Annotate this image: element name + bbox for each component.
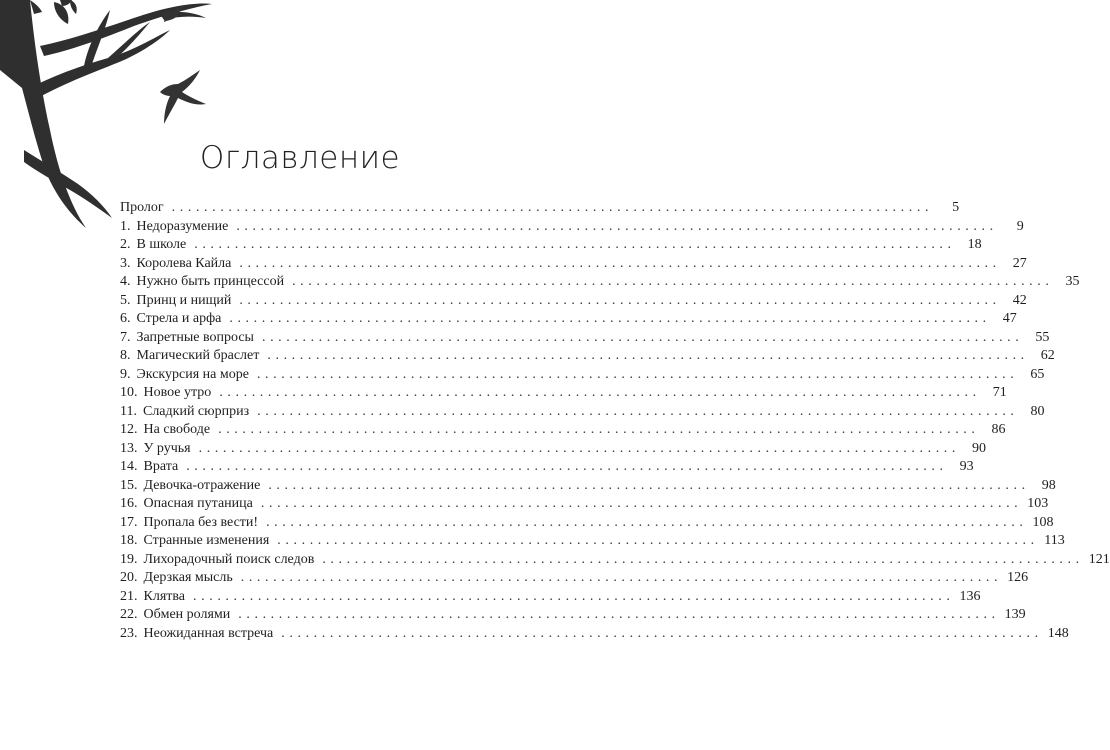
toc-dot-leader: ..............................................................................................: [238, 607, 1000, 622]
toc-entry-page: 62: [1040, 348, 1055, 363]
toc-entry-title: Нужно быть принцессой: [136, 274, 285, 289]
toc-entry-number: 11.: [120, 403, 137, 419]
swallow-bird-icon: [160, 70, 206, 124]
toc-dot-leader: ..............................................................................................: [266, 514, 1028, 530]
toc-entry-title: Клятва: [143, 588, 186, 604]
toc-dot-leader: ..............................................................................................: [219, 385, 981, 400]
toc-entry-page: 55: [1035, 329, 1050, 345]
toc-entry-page: 65: [1030, 366, 1045, 382]
toc-entry[interactable]: [120, 551, 1110, 570]
toc-dot-leader: ..............................................................................................: [240, 570, 1003, 585]
toc-dot-leader: ..............................................................................................: [186, 459, 948, 474]
toc-entry-page: 71: [992, 385, 1007, 400]
toc-entry-number: 7.: [120, 329, 131, 345]
toc-entry-number: 18.: [120, 533, 138, 548]
toc-entry-number: 10.: [120, 385, 138, 400]
toc-dot-leader: ..............................................................................................: [193, 588, 955, 604]
toc-entry-number: 4.: [120, 274, 131, 289]
toc-entry[interactable]: [120, 255, 1027, 274]
toc-entry-title: Девочка-отражение: [143, 477, 261, 493]
toc-dot-leader: ..............................................................................................: [194, 237, 956, 252]
toc-entry-title: Принц и нищий: [136, 292, 232, 308]
toc-dot-leader: ..............................................................................................: [322, 551, 1084, 567]
toc-entry-page: 86: [991, 422, 1006, 437]
toc-entry-page: 42: [1012, 292, 1027, 308]
toc-dot-leader: ..............................................................................................: [229, 311, 991, 326]
toc-entry-number: 8.: [120, 348, 131, 363]
toc-dot-leader: ..............................................................................................: [277, 533, 1039, 548]
toc-entry-title: Новое утро: [143, 385, 212, 400]
toc-entry-number: 20.: [120, 570, 138, 585]
toc-entry[interactable]: [120, 532, 1065, 551]
toc-entry-page: 47: [1002, 311, 1017, 326]
toc-dot-leader: ..............................................................................................: [257, 403, 1019, 419]
toc-entry[interactable]: [120, 495, 1049, 514]
toc-entry[interactable]: [120, 421, 1006, 440]
page-title: Оглавление: [199, 140, 401, 176]
table-of-contents: [120, 199, 1110, 643]
toc-entry-page: 113: [1044, 533, 1065, 548]
toc-entry[interactable]: [120, 606, 1026, 625]
toc-dot-leader: ..............................................................................................: [256, 366, 1019, 382]
toc-dot-leader: ..............................................................................................: [239, 255, 1001, 271]
tree-trunk: [0, 0, 86, 228]
toc-entry-number: 15.: [120, 477, 138, 493]
toc-entry-page: 35: [1065, 274, 1080, 289]
toc-entry-title: Опасная путаница: [143, 496, 253, 511]
toc-entry[interactable]: [120, 625, 1069, 644]
toc-entry[interactable]: [120, 199, 960, 218]
toc-entry-title: Пропала без вести!: [143, 514, 259, 530]
toc-entry[interactable]: [120, 366, 1045, 385]
toc-entry-title: Запретные вопросы: [136, 329, 254, 345]
toc-entry-title: Странные изменения: [143, 533, 270, 548]
toc-entry-title: Экскурсия на море: [136, 366, 249, 382]
toc-entry-title: Лихорадочный поиск следов: [143, 551, 315, 567]
toc-entry[interactable]: [120, 588, 981, 607]
toc-entry-title: Недоразумение: [136, 218, 229, 234]
toc-entry[interactable]: [120, 273, 1080, 292]
toc-entry-title: В школе: [136, 237, 187, 252]
toc-entry-title: Королева Кайла: [136, 255, 232, 271]
toc-entry-title: На свободе: [143, 422, 211, 437]
toc-entry-page: 121: [1088, 551, 1110, 567]
toc-entry-title: Сладкий сюрприз: [142, 403, 250, 419]
toc-entry-page: 139: [1004, 607, 1026, 622]
toc-entry[interactable]: [120, 384, 1007, 403]
toc-entry-number: 12.: [120, 422, 138, 437]
toc-dot-leader: ..............................................................................................: [267, 348, 1029, 363]
toc-dot-leader: ..............................................................................................: [236, 218, 998, 234]
toc-dot-leader: ..............................................................................................: [218, 422, 980, 437]
toc-dot-leader: ..............................................................................................: [260, 496, 1023, 511]
toc-entry-number: 13.: [120, 440, 138, 456]
leaf-icon: [54, 2, 68, 24]
toc-entry-title: Дерзкая мысль: [143, 570, 233, 585]
toc-entry[interactable]: [120, 292, 1027, 311]
toc-entry-title: Врата: [143, 459, 179, 474]
toc-entry-title: Неожиданная встреча: [143, 625, 274, 641]
toc-entry-page: 18: [967, 237, 982, 252]
toc-entry-number: 22.: [120, 607, 138, 622]
toc-entry-title: Стрела и арфа: [136, 311, 222, 326]
toc-entry-title: Магический браслет: [136, 348, 260, 363]
toc-entry[interactable]: [120, 329, 1050, 348]
toc-dot-leader: ..............................................................................................: [281, 625, 1043, 641]
toc-entry-number: 16.: [120, 496, 138, 511]
toc-entry[interactable]: [120, 477, 1056, 496]
toc-entry-page: 103: [1027, 496, 1049, 511]
toc-dot-leader: ..............................................................................................: [261, 329, 1024, 345]
toc-entry-number: 17.: [120, 514, 138, 530]
toc-entry-number: 5.: [120, 292, 131, 308]
toc-entry[interactable]: [120, 310, 1017, 329]
toc-entry[interactable]: [120, 218, 1024, 237]
toc-entry-number: 6.: [120, 311, 131, 326]
toc-entry-number: 21.: [120, 588, 138, 604]
toc-dot-leader: ..............................................................................................: [239, 292, 1001, 308]
toc-entry-number: 2.: [120, 237, 131, 252]
toc-entry-page: 9: [1016, 218, 1024, 234]
toc-entry[interactable]: [120, 569, 1029, 588]
toc-entry-title: Обмен ролями: [143, 607, 231, 622]
toc-entry-number: 1.: [120, 218, 131, 234]
toc-entry-number: 23.: [120, 625, 138, 641]
toc-entry-title: Пролог: [120, 200, 164, 215]
toc-entry-page: 126: [1007, 570, 1029, 585]
toc-entry-number: 19.: [120, 551, 138, 567]
toc-entry-page: 93: [959, 459, 974, 474]
toc-entry-page: 27: [1012, 255, 1027, 271]
toc-entry-page: 108: [1032, 514, 1054, 530]
toc-dot-leader: ..............................................................................................: [292, 274, 1054, 289]
toc-entry[interactable]: [120, 403, 1045, 422]
toc-entry-page: 148: [1047, 625, 1069, 641]
toc-entry-number: 3.: [120, 255, 131, 271]
toc-entry-number: 9.: [120, 366, 131, 382]
toc-entry[interactable]: [120, 440, 986, 459]
toc-entry-page: 136: [959, 588, 981, 604]
toc-entry[interactable]: [120, 458, 974, 477]
toc-dot-leader: ..............................................................................................: [198, 440, 960, 456]
toc-entry-page: 98: [1041, 477, 1056, 493]
toc-dot-leader: ..............................................................................................: [268, 477, 1030, 493]
toc-dot-leader: ..............................................................................................: [171, 200, 934, 215]
toc-entry[interactable]: [120, 347, 1055, 366]
toc-entry-page: 90: [972, 440, 986, 456]
toc-entry-title: У ручья: [143, 440, 191, 456]
toc-entry[interactable]: [120, 514, 1054, 533]
toc-entry-page: 80: [1030, 403, 1045, 419]
toc-entry-page: 5: [952, 200, 960, 215]
toc-entry-number: 14.: [120, 459, 138, 474]
toc-entry[interactable]: [120, 236, 982, 255]
